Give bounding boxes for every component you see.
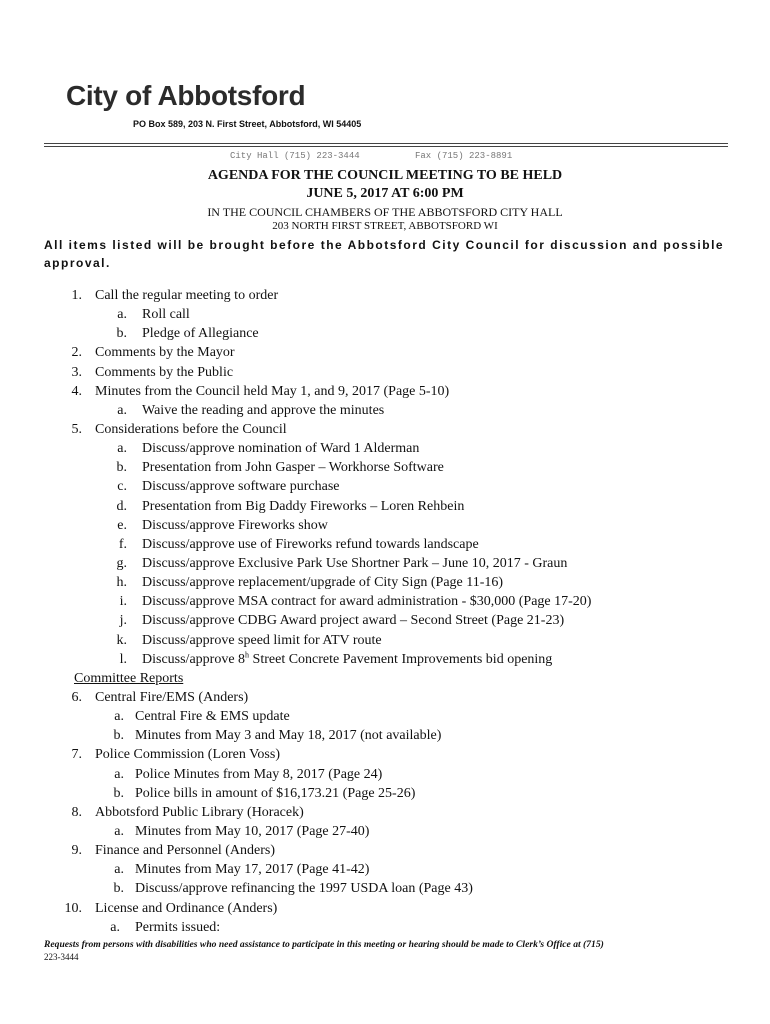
meeting-street-address: 203 NORTH FIRST STREET, ABBOTSFORD WI (272, 220, 498, 232)
item-text: Pledge of Allegiance (142, 326, 259, 342)
meeting-location: IN THE COUNCIL CHAMBERS OF THE ABBOTSFORD CITY HALL (207, 205, 563, 219)
item-letter: a. (117, 307, 127, 323)
agenda-subitem (0, 860, 770, 879)
item-letter: g. (116, 555, 127, 571)
item-text: Discuss/approve MSA contract for award administration - $30,000 (Page 17-20) (142, 594, 592, 610)
item-text-end: Street Concrete Pavement Improvements bid opening (249, 651, 553, 667)
item-text: Waive the reading and approve the minutes (142, 402, 385, 418)
item-letter: a. (117, 402, 127, 418)
header-divider (44, 143, 728, 144)
item-text: Discuss/approve software purchase (142, 479, 340, 495)
fax-number: Fax (715) 223-8891 (415, 151, 513, 161)
item-number: 7. (71, 747, 82, 763)
agenda-subitem (0, 535, 770, 554)
item-letter: a. (114, 823, 124, 839)
item-number: 6. (71, 689, 82, 705)
agenda-item (0, 803, 770, 822)
agenda-subitem (0, 516, 770, 535)
agenda-subitem (0, 707, 770, 726)
item-text (142, 650, 552, 669)
item-letter: i. (119, 594, 127, 610)
city-title: City of Abbotsford (66, 80, 306, 111)
item-number: 1. (71, 288, 82, 303)
item-text: Police Minutes from May 8, 2017 (Page 24) (135, 766, 383, 782)
item-letter: l. (119, 651, 127, 667)
accessibility-notice (44, 938, 734, 964)
agenda-subitem (0, 573, 770, 592)
item-text-start: Discuss/approve 8 (142, 651, 246, 667)
item-text: Call the regular meeting to order (95, 288, 279, 303)
item-text: Central Fire & EMS update (135, 709, 290, 725)
item-text: Presentation from John Gasper – Workhorse Software (142, 460, 444, 476)
item-text: Finance and Personnel (Anders) (95, 843, 276, 859)
item-letter: a. (110, 919, 120, 935)
item-number: 10. (64, 900, 82, 916)
item-text: Discuss/approve refinancing the 1997 USDA loan (Page 43) (135, 881, 473, 897)
agenda-subitem (0, 401, 770, 420)
agenda-item (0, 363, 770, 382)
item-text: Roll call (142, 307, 190, 323)
item-text: Discuss/approve Fireworks show (142, 517, 328, 533)
item-text: Comments by the Public (95, 364, 234, 380)
item-letter: k. (116, 632, 127, 648)
item-text: Discuss/approve speed limit for ATV route (142, 632, 382, 648)
item-text: Minutes from the Council held May 1, and 9, 2017 (Page 5-10) (95, 383, 450, 399)
agenda-subitem (0, 631, 770, 650)
item-letter: b. (113, 785, 124, 801)
item-number: 9. (71, 843, 82, 859)
item-text: Police Commission (Loren Voss) (95, 747, 280, 763)
agenda-subitem (0, 439, 770, 458)
item-text: Discuss/approve replacement/upgrade of City Sign (Page 11-16) (142, 575, 504, 591)
item-number: 8. (71, 804, 82, 820)
item-text: Discuss/approve Exclusive Park Use Shortner Park – June 10, 2017 - Graun (142, 555, 568, 571)
agenda-item (0, 420, 770, 439)
item-text: Considerations before the Council (95, 421, 287, 437)
agenda-subitem (0, 477, 770, 496)
item-letter: c. (117, 479, 127, 495)
agenda-list (0, 286, 770, 937)
item-text: Minutes from May 10, 2017 (Page 27-40) (135, 823, 370, 839)
mailing-address: PO Box 589, 203 N. First Street, Abbotsford, WI 54405 (133, 119, 362, 129)
item-text: License and Ordinance (Anders) (95, 900, 278, 916)
agenda-subitem (0, 497, 770, 516)
item-letter: b. (113, 728, 124, 744)
item-letter: a. (114, 862, 124, 878)
accessibility-request: Requests from persons with disabilities who need assistance to participate in this meeting or hearing should be made to Clerk’s Office at (715) (44, 939, 604, 950)
agenda-subitem (0, 918, 770, 937)
item-text: Permits issued: (135, 919, 221, 935)
item-text: Discuss/approve nomination of Ward 1 Alderman (142, 441, 420, 457)
item-text: Minutes from May 17, 2017 (Page 41-42) (135, 862, 370, 878)
agenda-item (0, 841, 770, 860)
item-number: 5. (71, 421, 82, 437)
item-number: 2. (71, 345, 82, 361)
agenda-item (0, 745, 770, 764)
committee-reports-heading (0, 669, 770, 688)
agenda-subitem (0, 305, 770, 324)
item-letter: a. (114, 766, 124, 782)
item-letter: b. (116, 460, 127, 476)
clerk-phone: 223-3444 (44, 952, 79, 962)
item-text: Minutes from May 3 and May 18, 2017 (not available) (135, 728, 442, 744)
agenda-subitem (0, 554, 770, 573)
agenda-item (0, 343, 770, 362)
item-text: Central Fire/EMS (Anders) (95, 689, 249, 705)
item-text: Discuss/approve use of Fireworks refund towards landscape (142, 536, 479, 552)
item-number: 4. (71, 383, 82, 399)
item-text: Abbotsford Public Library (Horacek) (95, 804, 304, 820)
item-text: Discuss/approve CDBG Award project award – Second Street (Page 21-23) (142, 613, 565, 629)
agenda-subitem (0, 879, 770, 898)
item-number: 3. (71, 364, 82, 380)
agenda-item (0, 688, 770, 707)
meeting-date: JUNE 5, 2017 AT 6:00 PM (306, 186, 464, 201)
agenda-subitem (0, 765, 770, 784)
agenda-item (0, 286, 770, 305)
header-divider-second (44, 146, 728, 147)
item-letter: j. (119, 613, 127, 629)
item-letter: b. (116, 326, 127, 342)
agenda-item (0, 899, 770, 918)
item-text: Presentation from Big Daddy Fireworks – Loren Rehbein (142, 498, 465, 514)
agenda-subitem (0, 592, 770, 611)
agenda-subitem (0, 822, 770, 841)
section-heading: Committee Reports (74, 670, 184, 686)
agenda-subitem (0, 611, 770, 630)
item-letter: a. (114, 709, 124, 725)
item-letter: e. (117, 517, 127, 533)
agenda-subitem (0, 650, 770, 669)
agenda-subitem (0, 784, 770, 803)
item-letter: b. (113, 881, 124, 897)
ordinal-suffix: h (245, 650, 250, 660)
item-text: Police bills in amount of $16,173.21 (Page 25-26) (135, 785, 416, 801)
city-hall-phone: City Hall (715) 223-3444 (230, 151, 360, 161)
item-text: Comments by the Mayor (95, 345, 235, 361)
item-letter: h. (116, 575, 127, 591)
intro-statement: All items listed will be brought before the Abbotsford City Council for discussion and possible approval. (44, 238, 725, 270)
agenda-subitem (0, 458, 770, 477)
item-letter: d. (116, 498, 127, 514)
item-letter: a. (117, 441, 127, 457)
agenda-heading: AGENDA FOR THE COUNCIL MEETING TO BE HELD (207, 168, 563, 183)
agenda-subitem (0, 726, 770, 745)
agenda-item (0, 382, 770, 401)
agenda-subitem (0, 324, 770, 343)
item-letter: f. (118, 536, 127, 552)
